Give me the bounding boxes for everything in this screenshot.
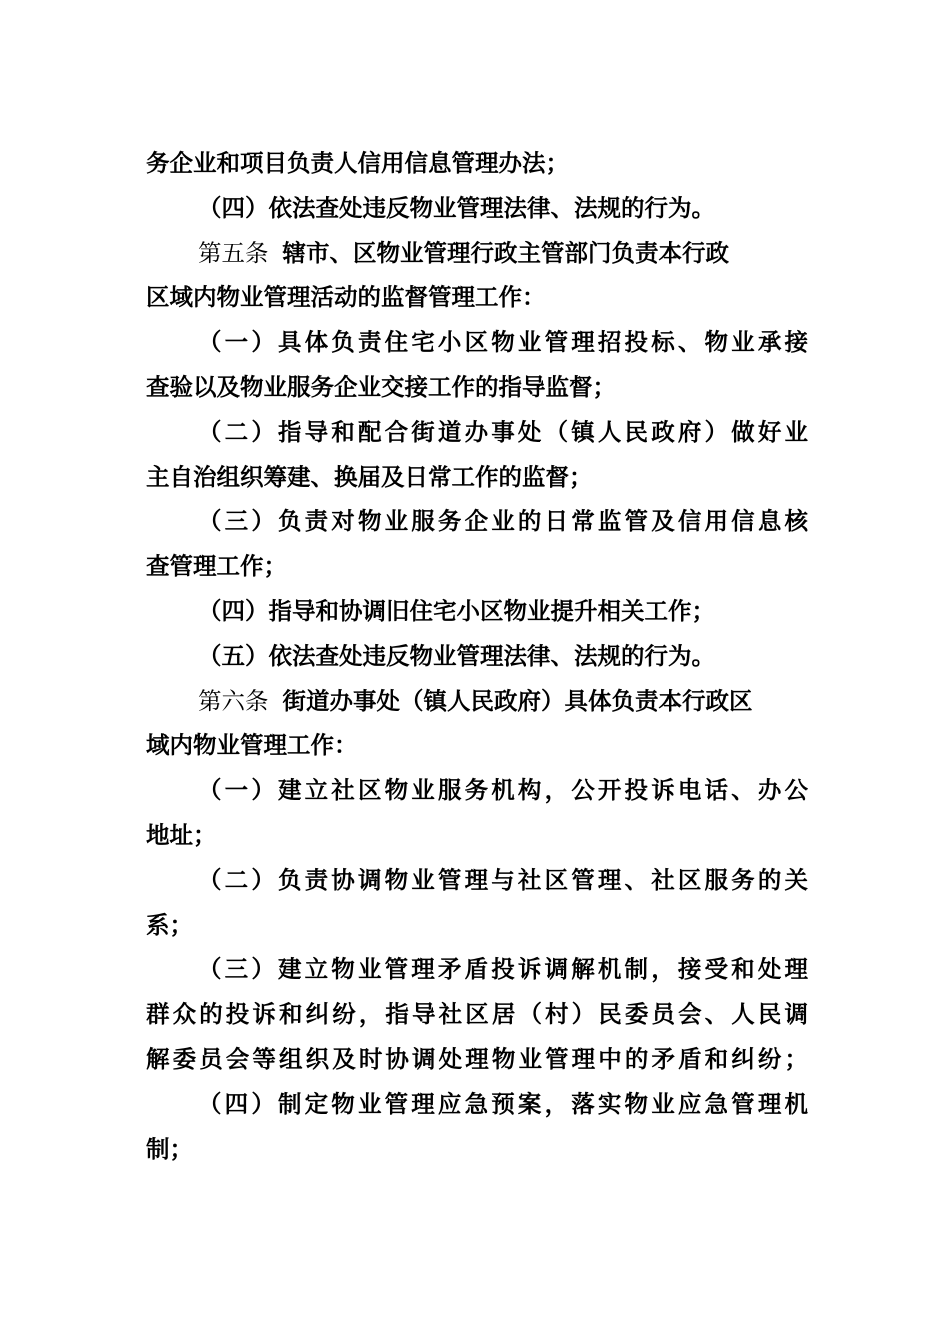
text-line — [146, 186, 808, 231]
line-text: 辖市、区物业管理行政主管部门负责本行政 — [282, 238, 729, 267]
line-text: （五）依法查处违反物业管理法律、法规的行为。 — [198, 641, 715, 670]
text-line — [146, 992, 808, 1037]
text-line — [146, 499, 808, 544]
line-text: 群众的投诉和纠纷，指导社区居（村）民委员会、人民调 — [146, 1000, 808, 1029]
line-text: （三）负责对物业服务企业的日常监管及信用信息核 — [198, 507, 808, 536]
article-number: 第六条 — [198, 686, 269, 715]
text-line — [146, 410, 808, 455]
line-text: 解委员会等组织及时协调处理物业管理中的矛盾和纠纷； — [146, 1044, 808, 1073]
article-line — [146, 679, 808, 724]
line-text: 制； — [146, 1134, 193, 1163]
line-text: （一）建立社区物业服务机构，公开投诉电话、办公 — [198, 776, 808, 805]
line-text: （四）制定物业管理应急预案，落实物业应急管理机 — [198, 1089, 808, 1118]
text-line — [146, 365, 808, 410]
text-line — [146, 141, 808, 186]
text-line — [146, 589, 808, 634]
article-number: 第五条 — [198, 238, 269, 267]
line-text: （四）依法查处违反物业管理法律、法规的行为。 — [198, 193, 715, 222]
text-line — [146, 320, 808, 365]
line-text: 系； — [146, 910, 193, 939]
text-line — [146, 544, 808, 589]
text-line — [146, 858, 808, 903]
text-line — [146, 768, 808, 813]
text-line — [146, 947, 808, 992]
text-line — [146, 723, 808, 768]
line-text: 地址； — [146, 820, 217, 849]
text-line — [146, 1127, 808, 1172]
line-text: 查验以及物业服务企业交接工作的指导监督； — [146, 372, 616, 401]
text-line — [146, 1082, 808, 1127]
text-line — [146, 275, 808, 320]
text-line — [146, 813, 808, 858]
line-text: 街道办事处（镇人民政府）具体负责本行政区 — [282, 686, 753, 715]
text-line — [146, 1037, 808, 1082]
line-text: （四）指导和协调旧住宅小区物业提升相关工作； — [198, 596, 715, 625]
line-text: 务企业和项目负责人信用信息管理办法； — [146, 149, 569, 177]
line-text: 主自治组织筹建、换届及日常工作的监督； — [146, 462, 593, 491]
line-text: （二）负责协调物业管理与社区管理、社区服务的关 — [198, 865, 808, 894]
line-text: （一）具体负责住宅小区物业管理招投标、物业承接 — [198, 328, 808, 357]
text-line — [146, 455, 808, 500]
line-text: 区域内物业管理活动的监督管理工作： — [146, 283, 546, 312]
document-body — [146, 141, 808, 1171]
article-line — [146, 231, 808, 276]
text-line — [146, 903, 808, 948]
text-line — [146, 634, 808, 679]
line-text: 查管理工作； — [146, 552, 287, 581]
line-text: （二）指导和配合街道办事处（镇人民政府）做好业 — [198, 417, 808, 446]
line-text: 域内物业管理工作： — [146, 731, 358, 760]
line-text: （三）建立物业管理矛盾投诉调解机制，接受和处理 — [198, 955, 808, 984]
